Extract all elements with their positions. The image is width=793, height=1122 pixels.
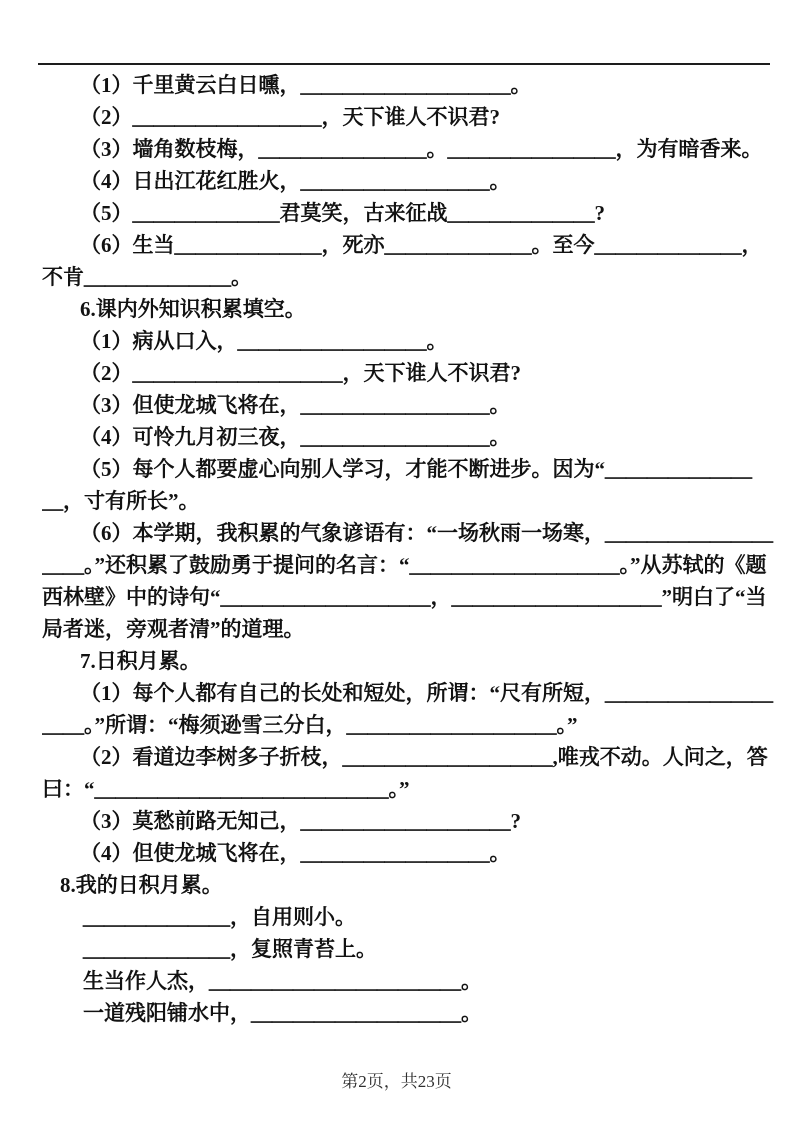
worksheet-body xyxy=(42,69,778,1029)
question-line: （4）可怜九月初三夜，＿＿＿＿＿＿＿＿＿。 xyxy=(80,425,511,449)
section-8-heading: 8.我的日积月累。 xyxy=(60,873,223,897)
question-line-continuation: 曰：“＿＿＿＿＿＿＿＿＿＿＿＿＿＿。” xyxy=(42,777,410,801)
question-line: （5）＿＿＿＿＿＿＿君莫笑，古来征战＿＿＿＿＿＿＿? xyxy=(80,201,605,225)
question-line: ＿＿＿＿＿＿＿，自用则小。 xyxy=(83,905,356,929)
section-7-heading: 7.日积月累。 xyxy=(80,649,201,673)
question-line-continuation: ＿＿。”所谓：“梅须逊雪三分白，＿＿＿＿＿＿＿＿＿＿。” xyxy=(42,713,578,737)
section-6-heading: 6.课内外知识积累填空。 xyxy=(80,297,306,321)
question-line: （4）但使龙城飞将在，＿＿＿＿＿＿＿＿＿。 xyxy=(80,841,511,865)
question-line-continuation: ＿＿。”还积累了鼓励勇于提问的名言：“＿＿＿＿＿＿＿＿＿＿。”从苏轼的《题 xyxy=(42,553,767,577)
question-line: 生当作人杰，＿＿＿＿＿＿＿＿＿＿＿＿。 xyxy=(83,969,482,993)
question-line: （3）墙角数枝梅，＿＿＿＿＿＿＿＿。＿＿＿＿＿＿＿＿，为有暗香来。 xyxy=(80,137,763,161)
question-line-continuation: ＿，寸有所长”。 xyxy=(42,489,200,513)
question-line: （4）日出江花红胜火，＿＿＿＿＿＿＿＿＿。 xyxy=(80,169,511,193)
question-line-continuation: 不肯＿＿＿＿＿＿＿。 xyxy=(42,265,252,289)
question-line: （2）看道边李树多子折枝，＿＿＿＿＿＿＿＿＿＿,唯戎不动。人问之，答 xyxy=(80,745,768,769)
question-line: （3）但使龙城飞将在，＿＿＿＿＿＿＿＿＿。 xyxy=(80,393,511,417)
question-line: （1）每个人都有自己的长处和短处，所谓：“尺有所短，＿＿＿＿＿＿＿＿ xyxy=(80,681,773,705)
question-line: （3）莫愁前路无知己，＿＿＿＿＿＿＿＿＿＿? xyxy=(80,809,521,833)
horizontal-rule xyxy=(38,63,770,65)
question-line: （6）本学期，我积累的气象谚语有：“一场秋雨一场寒，＿＿＿＿＿＿＿＿ xyxy=(80,521,773,545)
question-line: （2）＿＿＿＿＿＿＿＿＿，天下谁人不识君? xyxy=(80,105,500,129)
question-line: （1）病从口入，＿＿＿＿＿＿＿＿＿。 xyxy=(80,329,448,353)
question-line: （5）每个人都要虚心向别人学习，才能不断进步。因为“＿＿＿＿＿＿＿ xyxy=(80,457,752,481)
question-line-continuation: 局者迷，旁观者清”的道理。 xyxy=(42,617,305,641)
question-line: （2）＿＿＿＿＿＿＿＿＿＿，天下谁人不识君? xyxy=(80,361,521,385)
page-number: 第2页，共23页 xyxy=(341,1072,452,1091)
question-line: 一道残阳铺水中，＿＿＿＿＿＿＿＿＿＿。 xyxy=(83,1001,482,1025)
question-line: （1）千里黄云白日曛，＿＿＿＿＿＿＿＿＿＿。 xyxy=(80,73,532,97)
question-line-continuation: 西林壁》中的诗句“＿＿＿＿＿＿＿＿＿＿，＿＿＿＿＿＿＿＿＿＿”明白了“当 xyxy=(42,585,767,609)
question-line: （6）生当＿＿＿＿＿＿＿，死亦＿＿＿＿＿＿＿。至今＿＿＿＿＿＿＿， xyxy=(80,233,763,257)
question-line: ＿＿＿＿＿＿＿，复照青苔上。 xyxy=(83,937,377,961)
